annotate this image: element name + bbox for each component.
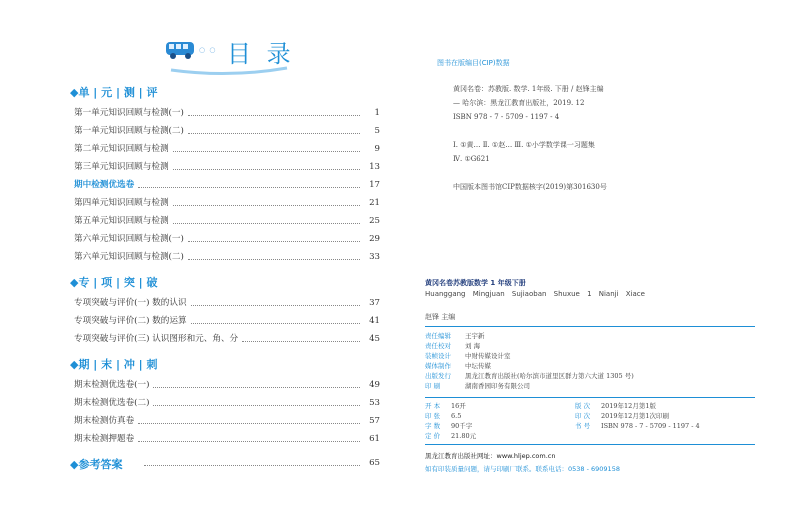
toc-entry[interactable]: [74, 158, 380, 176]
spec-key: [575, 431, 601, 441]
leader-dots: [138, 412, 360, 424]
toc-entry-title: 第四单元知识回顾与检测: [74, 198, 169, 208]
leader-dots: [188, 122, 360, 134]
leader-dots: [188, 230, 360, 242]
toc-header: [165, 28, 325, 76]
swoosh-decoration: [169, 64, 289, 76]
toc-entry[interactable]: [74, 140, 380, 158]
toc-entry[interactable]: [74, 212, 380, 230]
toc-entry-page: 53: [369, 398, 380, 408]
toc-entry-page: 49: [369, 380, 380, 390]
spec-key: 字 数: [425, 422, 441, 430]
toc-entry-title: 期末检测仿真卷: [74, 416, 135, 426]
editor-line: 赵锋 主编: [425, 313, 456, 321]
spec-row: [425, 431, 755, 441]
spec-row: [425, 411, 755, 421]
cip-line: Ⅰ. ①黄… Ⅱ. ①赵… Ⅲ. ①小学数学课一习题集: [453, 141, 595, 149]
toc-title: 目 录: [227, 40, 295, 68]
leader-dots: [153, 376, 360, 388]
toc-entry[interactable]: [74, 194, 380, 212]
toc-entry[interactable]: [74, 248, 380, 266]
spec-row: [425, 421, 755, 431]
leader-dots: [173, 158, 360, 170]
divider: [425, 326, 755, 327]
toc-entry-title: 第二单元知识回顾与检测: [74, 144, 169, 154]
toc-entry[interactable]: [140, 454, 380, 472]
toc-entry[interactable]: [74, 394, 380, 412]
staff-row: [425, 371, 755, 381]
staff-row: [425, 341, 755, 351]
spec-key: 印 次: [575, 412, 591, 420]
section-heading: ◆参考答案: [70, 458, 123, 471]
toc-entry[interactable]: [74, 230, 380, 248]
spec-value: 2019年12月第1次印刷: [601, 412, 669, 420]
staff-value: 中坛传媒: [465, 362, 491, 370]
toc-entry-title: 专项突破与评价(二) 数的运算: [74, 316, 187, 326]
toc-entry-title: 期末检测优选卷(一): [74, 380, 150, 390]
staff-row: [425, 381, 755, 391]
toc-list: [60, 84, 380, 472]
toc-entry-page: 65: [369, 458, 380, 468]
toc-entry[interactable]: [74, 104, 380, 122]
spec-value: 16开: [451, 402, 466, 410]
book-title: 黄冈名卷苏教版数学 1 年级下册: [425, 279, 526, 287]
toc-entry-page: 13: [369, 162, 380, 172]
cip-heading: 图书在版编目(CIP)数据: [437, 59, 510, 67]
staff-role: 责任编辑: [425, 332, 451, 340]
toc-entry-page: 61: [369, 434, 380, 444]
spec-value: 6.5: [451, 412, 462, 420]
toc-entry-title: 期末检测优选卷(二): [74, 398, 150, 408]
toc-entry[interactable]: [74, 294, 380, 312]
leader-dots: [144, 454, 360, 466]
toc-entry-page: 57: [369, 416, 380, 426]
toc-page: [60, 28, 380, 472]
toc-entry-page: 41: [369, 316, 380, 326]
leader-dots: [191, 312, 360, 324]
spec-table: [425, 397, 755, 445]
cip-line: [453, 124, 755, 138]
staff-role: 媒体制作: [425, 362, 451, 370]
toc-entry[interactable]: [74, 176, 380, 194]
staff-role: 印 刷: [425, 382, 441, 390]
leader-dots: [138, 176, 360, 188]
toc-entry-page: 5: [374, 126, 380, 136]
cip-line: [453, 166, 755, 180]
spec-value: 21.80元: [451, 432, 477, 440]
spec-value: 2019年12月第1版: [601, 402, 656, 410]
cip-line: — 哈尔滨：黑龙江教育出版社，2019. 12: [453, 99, 585, 107]
toc-entry-page: 9: [374, 144, 380, 154]
section-heading: ◆单 | 元 | 测 | 评: [70, 86, 158, 99]
spec-value: ISBN 978 - 7 - 5709 - 1197 - 4: [601, 422, 700, 430]
toc-entry-page: 25: [369, 216, 380, 226]
leader-dots: [191, 294, 360, 306]
leader-dots: [138, 430, 360, 442]
publisher-url: 黑龙江教育出版社网址：www.hljep.com.cn: [425, 452, 556, 460]
staff-row: [425, 331, 755, 341]
toc-entry[interactable]: [74, 412, 380, 430]
toc-entry[interactable]: [74, 430, 380, 448]
toc-entry-title: 第一单元知识回顾与检测(一): [74, 108, 184, 118]
staff-list: [425, 331, 755, 391]
toc-entry-title: 专项突破与评价(三) 认识图形和元、角、分: [74, 334, 239, 344]
toc-entry-title: 第五单元知识回顾与检测: [74, 216, 169, 226]
section-heading: ◆专 | 项 | 突 | 破: [70, 276, 158, 289]
leader-dots: [173, 212, 360, 224]
staff-row: [425, 361, 755, 371]
leader-dots: [242, 330, 360, 342]
toc-entry-title: 第一单元知识回顾与检测(二): [74, 126, 184, 136]
toc-entry[interactable]: [74, 376, 380, 394]
toc-entry-title: 第三单元知识回顾与检测: [74, 162, 169, 172]
staff-role: 装帧设计: [425, 352, 451, 360]
leader-dots: [173, 194, 360, 206]
cip-line: ISBN 978 - 7 - 5709 - 1197 - 4: [453, 113, 560, 121]
staff-value: 中财传媒设计室: [465, 352, 511, 360]
toc-entry-title: 第六单元知识回顾与检测(一): [74, 234, 184, 244]
bubbles-decoration: ○ ○: [199, 46, 217, 54]
staff-value: 黑龙江教育出版社(哈尔滨市道里区群力第六大道 1305 号): [465, 372, 634, 380]
spec-key: 印 张: [425, 412, 441, 420]
spec-key: 定 价: [425, 432, 441, 440]
toc-entry-page: 37: [369, 298, 380, 308]
cip-block: [453, 82, 755, 194]
toc-entry[interactable]: [74, 330, 380, 348]
toc-entry-title: 专项突破与评价(一) 数的认识: [74, 298, 187, 308]
staff-role: 出版发行: [425, 372, 451, 380]
staff-value: 王宇新: [465, 332, 485, 340]
spec-key: 开 本: [425, 402, 441, 410]
staff-value: 湖南香园印务有限公司: [465, 382, 530, 390]
staff-role: 责任校对: [425, 342, 451, 350]
toc-entry[interactable]: [74, 122, 380, 140]
toc-entry-page: 17: [369, 180, 380, 190]
staff-value: 刘 海: [465, 342, 481, 350]
spec-value: 90千字: [451, 422, 473, 430]
toc-entry-page: 45: [369, 334, 380, 344]
copyright-page: [425, 58, 755, 473]
book-pinyin: Huanggang Mingjuan Sujiaoban Shuxue 1 Nianji Xiace: [425, 290, 645, 298]
leader-dots: [173, 140, 360, 152]
leader-dots: [188, 104, 360, 116]
cip-line: Ⅳ. ①G621: [453, 155, 490, 163]
cip-line: 中国版本图书馆CIP数据核字(2019)第301630号: [453, 183, 607, 191]
leader-dots: [153, 394, 360, 406]
section-heading: ◆期 | 末 | 冲 | 刺: [70, 358, 158, 371]
toc-entry[interactable]: [74, 312, 380, 330]
staff-row: [425, 351, 755, 361]
toc-entry-title: 期末检测押题卷: [74, 434, 135, 444]
spec-row: [425, 401, 755, 411]
bus-icon: [165, 40, 197, 60]
spec-key: 版 次: [575, 402, 591, 410]
quality-note: 如有印装质量问题，请与印刷厂联系。联系电话：0538 - 6909158: [425, 465, 620, 473]
cip-line: 黄冈名卷：苏教版. 数学. 1年级. 下册 / 赵锋主编: [453, 85, 604, 93]
toc-entry-page: 33: [369, 252, 380, 262]
toc-entry-title: 第六单元知识回顾与检测(二): [74, 252, 184, 262]
leader-dots: [188, 248, 360, 260]
toc-entry-page: 1: [374, 108, 380, 118]
toc-entry-page: 21: [369, 198, 380, 208]
toc-entry-title: 期中检测优选卷: [74, 180, 135, 190]
toc-entry-page: 29: [369, 234, 380, 244]
spec-key: 书 号: [575, 422, 591, 430]
